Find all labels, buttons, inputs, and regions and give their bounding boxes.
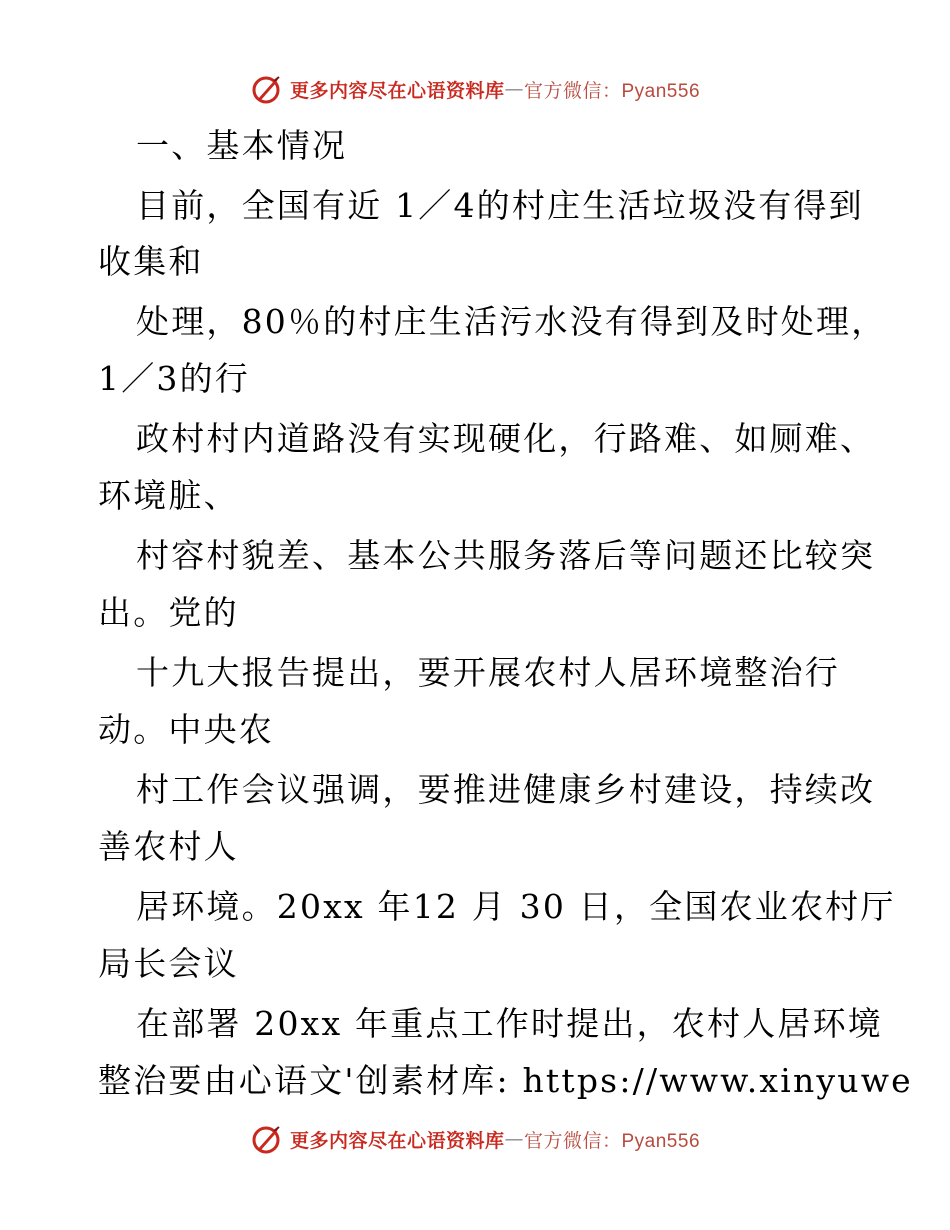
paragraph-line: 整治要由心语文'创素材库: https://www.xinyuwe	[98, 1061, 913, 1100]
paragraph-line: 村工作会议强调，要推进健康乡村建设，持续改	[136, 770, 876, 809]
paragraph-line: 善农村人	[98, 827, 239, 866]
pen-in-circle-icon	[250, 1121, 286, 1157]
paragraph-line: 在部署 20xx 年重点工作时提出，农村人居环境	[136, 1004, 883, 1043]
paragraph-line: 目前，全国有近 1／4的村庄生活垃圾没有得到	[136, 186, 864, 225]
watermark-wechat-text: 官方微信：Pyan556	[524, 1130, 701, 1152]
paragraph-line: 局长会议	[98, 944, 239, 983]
paragraph-line: 环境脏、	[98, 476, 239, 515]
paragraph-line: 十九大报告提出，要开展农村人居环境整治行	[136, 653, 840, 692]
paragraph-line: 居环境。20xx 年12 月 30 日，全国农业农村厅	[136, 887, 896, 926]
watermark-brand-text: 更多内容尽在心语资料库	[289, 79, 505, 102]
paragraph-line: 收集和	[98, 242, 204, 281]
paragraph-line: 处理，80％的村庄生活污水没有得到及时处理，	[136, 302, 887, 341]
watermark-brand-text: 更多内容尽在心语资料库	[289, 1129, 505, 1152]
watermark-separator: —	[504, 78, 524, 100]
paragraph-line: 村容村貌差、基本公共服务落后等问题还比较突	[136, 536, 876, 575]
watermark-wechat-text: 官方微信：Pyan556	[524, 80, 701, 102]
paragraph-line: 动。中央农	[98, 710, 274, 749]
footer-watermark-banner	[0, 1119, 950, 1159]
paragraph-line: 政村村内道路没有实现硬化，行路难、如厕难、	[136, 419, 876, 458]
header-watermark-banner	[0, 69, 950, 109]
paragraph-line: 1／3的行	[98, 359, 250, 398]
paragraph-line: 出。党的	[98, 593, 239, 632]
pen-in-circle-icon	[250, 71, 286, 107]
section-heading: 一、基本情况	[136, 126, 348, 165]
watermark-separator: —	[504, 1128, 524, 1150]
